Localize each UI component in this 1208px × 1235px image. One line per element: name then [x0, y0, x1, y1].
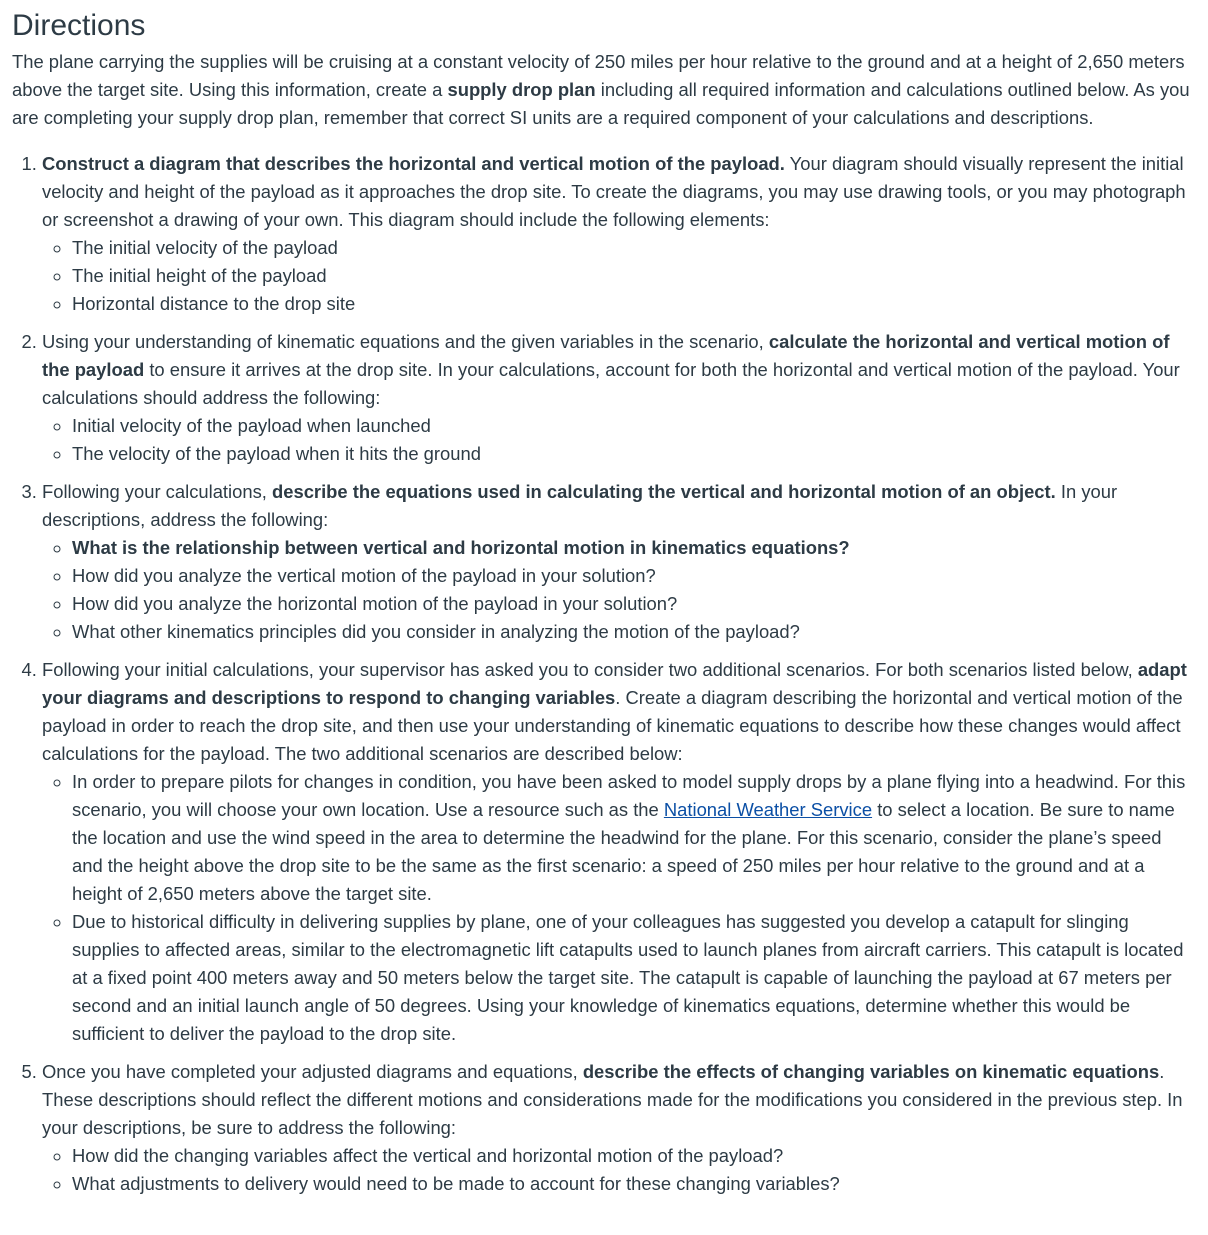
- list-item: ◦ What other kinematics principles did you consider in analyzing the motion of the payload?: [72, 618, 1196, 646]
- step-3: 3. Following your calculations, describe the equations used in calculating the vertical and horizontal motion of an object. In your descriptions, address the following: ◦ What is the relationship between vertical and horizontal motion in kinematics equations? ◦ How did you analyze the vertical motion of the payload in your solution? ◦ How did you analyze the horizontal motion of the payload in your solution? ◦ What other kinematics principles did you consider in analyzing the motion of the payload?: [42, 478, 1196, 646]
- list-item: ◦ How did the changing variables affect the vertical and horizontal motion of the payload?: [72, 1142, 1196, 1170]
- list-item: ◦ The initial velocity of the payload: [72, 234, 1196, 262]
- step-4: 4. Following your initial calculations, your supervisor has asked you to consider two additional scenarios. For both scenarios listed below, adapt your diagrams and descriptions to respond to changing variables. Create a diagram describing the horizontal and vertical motion of the payload in order to reach the drop site, and then use your understanding of kinematic equations to describe how these changes would affect calculations for the payload. The two additional scenarios are described below: ◦ In order to prepare pilots for changes in condition, you have been asked to model supply drops by a plane flying into a headwind. For this scenario, you will choose your own location. Use a resource such as the National Weather Service to select a location. Be sure to name the location and use the wind speed in the area to determine the headwind for the plane. For this scenario, consider the plane’s speed and the height above the drop site to be the same as the first scenario: a speed of 250 miles per hour relative to the ground and at a height of 2,650 meters above the target site. ◦ Due to historical difficulty in delivering supplies by plane, one of your colleagues has suggested you develop a catapult for slinging supplies to affected areas, similar to the electromagnetic lift catapults used to launch planes from aircraft carriers. This catapult is located at a fixed point 400 meters away and 50 meters below the target site. The catapult is capable of launching the payload at 67 meters per second and an initial launch angle of 50 degrees. Using your knowledge of kinematics equations, determine whether this would be sufficient to deliver the payload to the drop site.: [42, 656, 1196, 1048]
- list-item: ◦ The initial height of the payload: [72, 262, 1196, 290]
- step-2: 2. Using your understanding of kinematic equations and the given variables in the scenario, calculate the horizontal and vertical motion of the payload to ensure it arrives at the drop site. In your calculations, account for both the horizontal and vertical motion of the payload. Your calculations should address the following: ◦ Initial velocity of the payload when launched ◦ The velocity of the payload when it hits the ground: [42, 328, 1196, 468]
- intro-paragraph: The plane carrying the supplies will be cruising at a constant velocity of 250 miles per hour relative to the ground and at a height of 2,650 meters above the target site. Using this information, create a supply drop plan including all required information and calculations outlined below. As you are completing your supply drop plan, remember that correct SI units are a required component of your calculations and descriptions.: [12, 51, 1190, 128]
- list-item: ◦ How did you analyze the vertical motion of the payload in your solution?: [72, 562, 1196, 590]
- page-title: Directions: [12, 9, 146, 42]
- list-item: ◦ Initial velocity of the payload when launched: [72, 412, 1196, 440]
- step-2-sublist: [42, 412, 1196, 468]
- list-item: ◦ How did you analyze the horizontal motion of the payload in your solution?: [72, 590, 1196, 618]
- list-item: ◦ In order to prepare pilots for changes in condition, you have been asked to model supply drops by a plane flying into a headwind. For this scenario, you will choose your own location. Use a resource such as the National Weather Service to select a location. Be sure to name the location and use the wind speed in the area to determine the headwind for the plane. For this scenario, consider the plane’s speed and the height above the drop site to be the same as the first scenario: a speed of 250 miles per hour relative to the ground and at a height of 2,650 meters above the target site.: [72, 768, 1196, 908]
- national-weather-service-link[interactable]: National Weather Service: [663, 799, 873, 820]
- step-5: 5. Once you have completed your adjusted diagrams and equations, describe the effects of changing variables on kinematic equations. These descriptions should reflect the different motions and considerations made for the modifications you considered in the previous step. In your descriptions, be sure to address the following: ◦ How did the changing variables affect the vertical and horizontal motion of the payload? ◦ What adjustments to delivery would need to be made to account for these changing variables?: [42, 1058, 1196, 1198]
- list-item: ◦ Horizontal distance to the drop site: [72, 290, 1196, 318]
- step-4-sublist: [42, 768, 1196, 1048]
- step-5-sublist: [42, 1142, 1196, 1198]
- list-item: ◦ What is the relationship between vertical and horizontal motion in kinematics equations?: [72, 534, 1196, 562]
- list-item: ◦ The velocity of the payload when it hits the ground: [72, 440, 1196, 468]
- step-1-sublist: [42, 234, 1196, 318]
- list-item: ◦ What adjustments to delivery would need to be made to account for these changing variables?: [72, 1170, 1196, 1198]
- steps-list: [12, 150, 1196, 1198]
- list-item: ◦ Due to historical difficulty in delivering supplies by plane, one of your colleagues has suggested you develop a catapult for slinging supplies to affected areas, similar to the electromagnetic lift catapults used to launch planes from aircraft carriers. This catapult is located at a fixed point 400 meters away and 50 meters below the target site. The catapult is capable of launching the payload at 67 meters per second and an initial launch angle of 50 degrees. Using your knowledge of kinematics equations, determine whether this would be sufficient to deliver the payload to the drop site.: [72, 908, 1196, 1048]
- step-3-sublist: [42, 534, 1196, 646]
- step-1: 1. Construct a diagram that describes the horizontal and vertical motion of the payload. Your diagram should visually represent the initial velocity and height of the payload as it approaches the drop site. To create the diagrams, you may use drawing tools, or you may photograph or screenshot a drawing of your own. This diagram should include the following elements: ◦ The initial velocity of the payload ◦ The initial height of the payload ◦ Horizontal distance to the drop site: [42, 150, 1196, 318]
